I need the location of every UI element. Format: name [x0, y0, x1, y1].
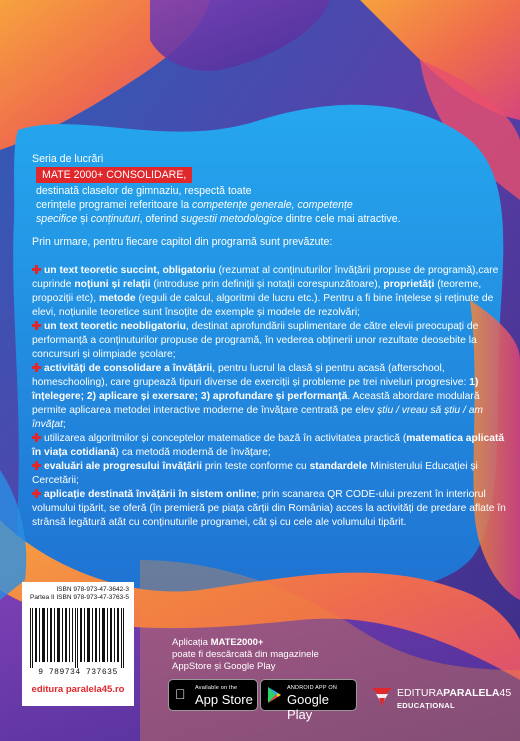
item-text: (teoreme, propoziții etc),: [32, 279, 482, 304]
feature-list: [32, 264, 512, 530]
list-item: [32, 488, 512, 530]
publisher-name-part: PARALELA: [443, 687, 500, 699]
item-bold: activități de consolidare a învățării: [44, 363, 213, 374]
badge-big-text: App Store: [195, 692, 253, 707]
intro-italic: competențe generale, competențe: [192, 199, 353, 211]
list-item: [32, 362, 512, 432]
item-text: , destinat aprofundării suplimentare de către elevii preocupați de performanță a conținuturilor propuse de programă, în vederea obținerii unor rezultate deosebite la concursuri și olimpiade școlare;: [32, 321, 479, 360]
item-bold: evaluări ale progresului învățării: [44, 461, 202, 472]
barcode-icon: [28, 608, 128, 668]
isbn-text: [27, 586, 129, 602]
apple-icon: [175, 686, 186, 702]
item-text: . Această abordare modulară permite aplicarea metodei interactive moderne de învățare centrată pe elev: [32, 391, 480, 416]
google-play-icon: [267, 687, 281, 703]
item-text: , pentru lucrul la clasă și pentru acasă (afterschool, homeschooling), care grupează tipuri diverse de exerciții și probleme pe trei niveluri progresive:: [32, 363, 470, 388]
google-play-badge[interactable]: [260, 679, 357, 722]
publisher-name: [397, 687, 511, 699]
plus-icon: [32, 489, 41, 498]
intro-italic: specifice: [36, 213, 78, 225]
plus-icon: [32, 363, 41, 372]
intro-italic: sugestii metodologice: [180, 213, 283, 225]
publisher-subtitle: EDUCAȚIONAL: [397, 701, 455, 710]
item-text: (introduse prin definiții și notații corespunzătoare),: [150, 279, 384, 290]
item-italic: știu / vreau să știu / am învățat: [32, 405, 484, 430]
plus-icon: [32, 321, 41, 330]
list-item: [32, 432, 512, 460]
app-line-3: AppStore și Google Play: [172, 661, 276, 672]
item-bold: matematica aplicată în viața cotidiană: [32, 433, 505, 458]
app-info: [172, 637, 372, 673]
intro-text: , oferind: [139, 213, 181, 225]
intro-line-2: destinată claselor de gimnaziu, respectă toate: [36, 185, 252, 197]
publisher-name-part: EDITURA: [397, 687, 444, 699]
item-bold: standardele: [309, 461, 368, 472]
intro-line-1: Seria de lucrări: [32, 153, 104, 165]
item-text: (rezumat al conținuturilor învățării propuse de programă),care cuprinde: [32, 265, 499, 290]
barcode-panel: [22, 582, 134, 706]
item-bold: 1) înțelegere; 2) aplicare și exersare; 3) aprofundare și performanță: [32, 377, 479, 402]
publisher-website[interactable]: editura paralela45.ro: [31, 684, 125, 695]
intro-text: cerințele programei referitoare la: [36, 199, 193, 211]
list-item: [32, 264, 512, 320]
list-item: [32, 320, 512, 362]
item-text: ; prin scanarea QR CODE-ului prezent în interiorul volumului tipărit, se oferă (în premieră pe piața cărții din România) acces la activități de predare aflate în strânsă legătură atât cu conținuturile programei, cât și cu cele ale volumului tipărit.: [32, 489, 506, 528]
plus-icon: [32, 461, 41, 470]
plus-icon: [32, 433, 41, 442]
item-bold: metode: [98, 293, 136, 304]
series-name-badge: MATE 2000+ CONSOLIDARE,: [36, 167, 192, 183]
publisher-logo: [370, 684, 510, 724]
item-text: ) ca metodă modernă de învățare;: [115, 447, 271, 458]
isbn-line: ISBN 978-973-47-3642-3: [56, 586, 129, 593]
badge-big-text: Google Play: [287, 692, 329, 722]
item-text: ;: [62, 419, 66, 430]
badge-small-text: ANDROID APP ON: [287, 685, 338, 691]
badge-small-text: Available on the: [195, 685, 238, 691]
item-text: utilizarea algoritmilor și conceptelor matematice de bază în activitatea practică (: [44, 433, 407, 444]
intro-italic: conținuturi: [90, 213, 140, 225]
item-bold: proprietăți: [383, 279, 435, 290]
item-bold: noțiuni și relații: [74, 279, 151, 290]
item-bold: un text teoretic neobligatoriu: [44, 321, 186, 332]
isbn-line: Partea II ISBN 978-973-47-3763-5: [29, 594, 129, 601]
app-line-1: [172, 637, 372, 649]
item-text: Ministerului Educației și Cercetării;: [32, 461, 478, 486]
app-name: MATE2000+: [210, 637, 264, 648]
intro-text: dintre cele mai atractive.: [282, 213, 401, 225]
item-text: prin teste conforme cu: [201, 461, 310, 472]
item-bold: aplicație destinată învățării în sistem online: [44, 489, 257, 500]
lead-sentence: Prin urmare, pentru fiecare capitol din programă sunt prevăzute:: [32, 236, 333, 248]
intro-line-3: [32, 198, 502, 212]
app-line-2: poate fi descărcată din magazinele: [172, 649, 319, 660]
item-bold: un text teoretic succint, obligatoriu: [44, 265, 216, 276]
intro-line-4: [32, 212, 502, 226]
app-store-badge[interactable]: [168, 679, 258, 711]
ean-number: 9 789734 737635: [38, 668, 118, 677]
plus-icon: [32, 265, 41, 274]
item-text: (reguli de calcul, algoritmi de lucru etc.). Pentru a fi bine înțelese și reținute de elevi, noțiunile teoretice sunt însoțite de exemple și modele de rezolvări;: [32, 293, 494, 318]
publisher-logo-icon: [370, 684, 394, 708]
intro-text: și: [77, 213, 91, 225]
app-text: Aplicația: [172, 637, 211, 648]
publisher-name-part: 45: [499, 687, 512, 699]
list-item: [32, 460, 512, 488]
intro-paragraph: [32, 152, 502, 226]
